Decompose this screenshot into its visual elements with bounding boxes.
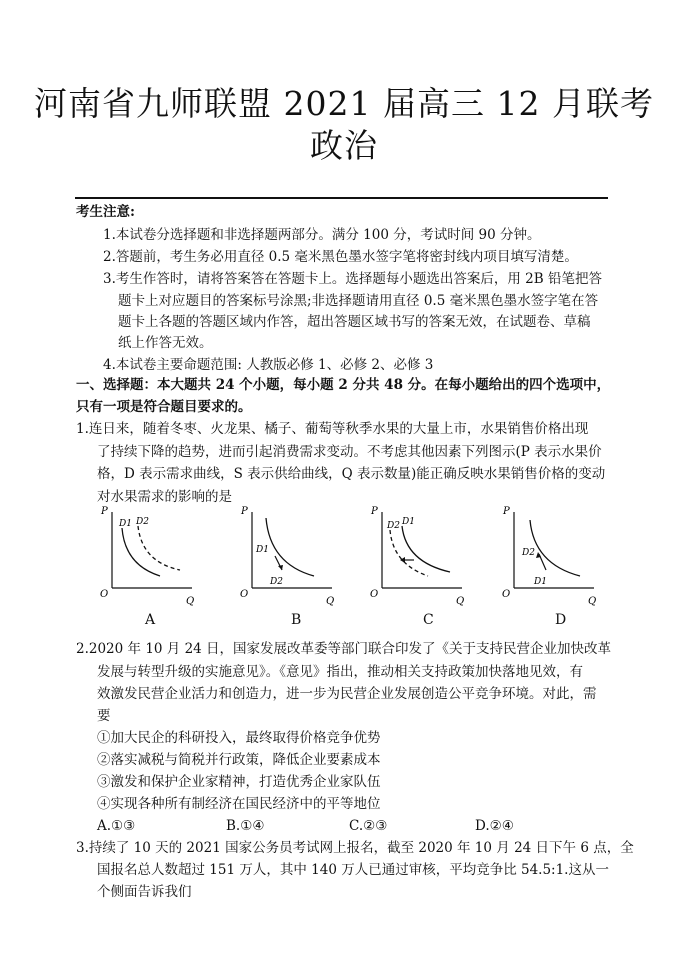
chart-label-d: D [555,612,567,628]
notice-item: 2.答题前，考生务必用直径 0.5 毫米黑色墨水签字笔将密封线内项目填写清楚。 [103,249,578,265]
notice-item: 纸上作答无效。 [118,335,213,351]
question-2-statement: ④实现各种所有制经济在国民经济中的平等地位 [97,796,381,812]
question-2-statement: ②落实减税与简税并行政策，降低企业要素成本 [97,752,381,768]
svg-text:D1: D1 [256,545,269,555]
question-3-text: 个侧面告诉我们 [97,884,192,900]
question-1-text: 对水果需求的影响的是 [97,489,232,505]
chart-label-a: A [145,612,156,628]
section-heading: 一、选择题：本大题共 24 个小题，每小题 2 分共 48 分。在每小题给出的四个选项中， [76,377,611,393]
svg-text:D1: D1 [402,517,415,527]
svg-text:D1: D1 [534,577,547,587]
question-3-text: 国报名总人数超过 151 万人，其中 140 万人已通过审核，平均竞争比 54.5:1.这从一 [97,862,609,878]
notice-item: 题卡上各题的答题区域内作答，超出答题区域书写的答案无效，在试题卷、草稿 [118,314,591,330]
svg-text:D2: D2 [270,577,283,587]
svg-text:P: P [241,506,248,517]
demand-chart-c [362,500,482,635]
question-1-text: 1.连日来，随着冬枣、火龙果、橘子、葡萄等秋季水果的大量上市，水果销售价格出现 [76,421,589,437]
svg-text:Q: Q [326,596,335,607]
question-1-text: 格，D 表示需求曲线，S 表示供给曲线，Q 表示数量)能正确反映水果销售价格的变动 [97,466,606,482]
exam-subject: 政治 [310,126,378,165]
question-2-statement: ③激发和保护企业家精神，打造优秀企业家队伍 [97,774,381,790]
svg-text:O: O [100,589,109,600]
option-d[interactable]: D.②④ [475,818,514,834]
svg-text:O: O [502,589,511,600]
chart-label-c: C [423,612,434,628]
svg-text:Q: Q [186,596,195,607]
svg-text:D2: D2 [522,548,535,558]
question-2-text: 效激发民营企业活力和创造力，进一步为民营企业发展创造公平竞争环境。对此，需 [97,686,597,702]
question-1-text: 了持续下降的趋势，进而引起消费需求变动。不考虑其他因素下列图示(P 表示水果价 [97,444,602,460]
notice-item: 3.考生作答时，请将答案答在答题卡上。选择题每小题选出答案后，用 2B 铅笔把答 [103,271,602,287]
notice-heading: 考生注意: [76,204,135,220]
svg-text:Q: Q [588,596,597,607]
question-2-statement: ①加大民企的科研投入，最终取得价格竞争优势 [97,730,381,746]
svg-text:D2: D2 [387,521,400,531]
svg-text:D2: D2 [136,517,149,527]
question-3-text: 3.持续了 10 天的 2021 国家公务员考试网上报名，截至 2020 年 10 月 24 日下午 6 点，全 [76,840,634,856]
svg-text:O: O [370,589,379,600]
svg-text:P: P [503,506,510,517]
svg-text:Q: Q [456,596,465,607]
demand-chart-d [494,500,614,635]
question-2-text: 要 [97,708,111,724]
svg-text:P: P [371,506,378,517]
option-a[interactable]: A.①③ [97,818,136,834]
title-divider [75,197,608,199]
section-heading: 只有一项是符合题目要求的。 [76,399,252,415]
notice-item: 1.本试卷分选择题和非选择题两部分。满分 100 分，考试时间 90 分钟。 [103,227,541,243]
chart-label-b: B [291,612,302,628]
svg-text:D1: D1 [119,519,132,529]
notice-item: 4.本试卷主要命题范围: 人教版必修 1、必修 2、必修 3 [103,357,434,373]
question-2-text: 发展与转型升级的实施意见》。《意见》指出，推动相关支持政策加快落地见效，有 [97,664,583,680]
svg-text:P: P [101,506,108,517]
exam-title: 河南省九师联盟 2021 届高三 12 月联考 [34,84,654,123]
option-b[interactable]: B.①④ [226,818,265,834]
option-c[interactable]: C.②③ [349,818,388,834]
notice-item: 题卡上对应题目的答案标号涂黑;非选择题请用直径 0.5 毫米黑色墨水签字笔在答 [118,293,599,309]
svg-text:O: O [240,589,249,600]
question-2-text: 2.2020 年 10 月 24 日，国家发展改革委等部门联合印发了《关于支持民营企业加快改革 [76,641,612,657]
